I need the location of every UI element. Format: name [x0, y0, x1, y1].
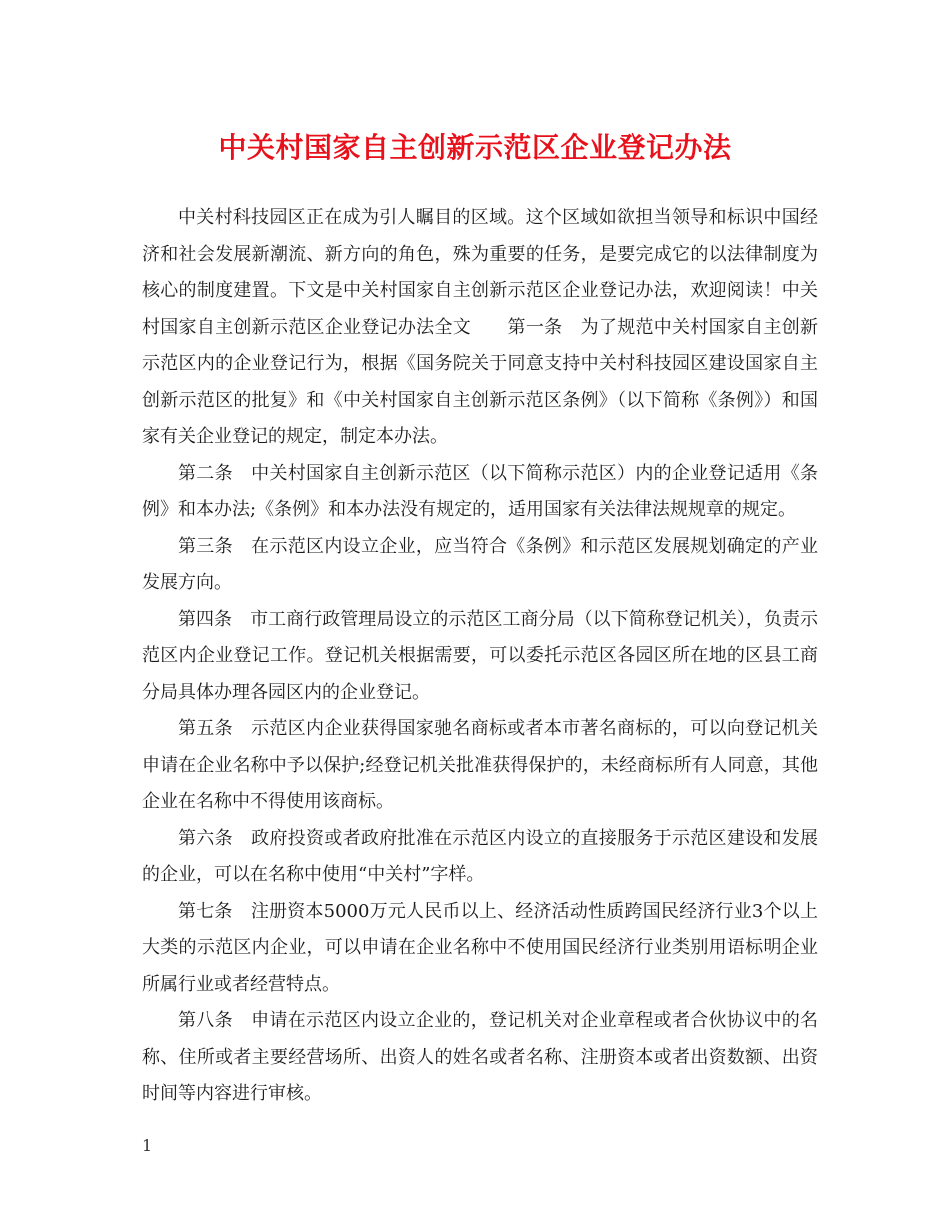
page-number: 1: [142, 1136, 153, 1155]
document-title: 中关村国家自主创新示范区企业登记办法: [218, 131, 732, 164]
document-body: [142, 200, 818, 1113]
paragraph-article-4: 第四条 市工商行政管理局设立的示范区工商分局（以下简称登记机关），负责示范区内企业登记工作。登记机关根据需要，可以委托示范区各园区所在地的区县工商分局具体办理各园区内的企业登记。: [142, 608, 818, 703]
paragraph-article-7: 第七条 注册资本5000万元人民币以上、经济活动性质跨国民经济行业3个以上大类的示范区内企业，可以申请在企业名称中不使用国民经济行业类别用语标明企业所属行业或者经营特点。: [142, 900, 818, 995]
paragraph-article-6: 第六条 政府投资或者政府批准在示范区内设立的直接服务于示范区建设和发展的企业，可以在名称中使用“中关村”字样。: [142, 827, 818, 885]
paragraph-article-2: 第二条 中关村国家自主创新示范区（以下简称示范区）内的企业登记适用《条例》和本办法;《条例》和本办法没有规定的，适用国家有关法律法规规章的规定。: [142, 462, 818, 520]
paragraph-intro: 中关村科技园区正在成为引人瞩目的区域。这个区域如欲担当领导和标识中国经济和社会发展新潮流、新方向的角色，殊为重要的任务，是要完成它的以法律制度为核心的制度建置。下文是中关村国家自主创新示范区企业登记办法，欢迎阅读！中关村国家自主创新示范区企业登记办法全文 第一条 为了规范中关村国家自主创新示范区内的企业登记行为，根据《国务院关于同意支持中关村科技园区建设国家自主创新示范区的批复》和《中关村国家自主创新示范区条例》（以下简称《条例》）和国家有关企业登记的规定，制定本办法。: [142, 207, 818, 447]
paragraph-article-5: 第五条 示范区内企业获得国家驰名商标或者本市著名商标的，可以向登记机关申请在企业名称中予以保护;经登记机关批准获得保护的，未经商标所有人同意，其他企业在名称中不得使用该商标。: [142, 718, 818, 812]
paragraph-article-8: 第八条 申请在示范区内设立企业的，登记机关对企业章程或者合伙协议中的名称、住所或者主要经营场所、出资人的姓名或者名称、注册资本或者出资数额、出资时间等内容进行审核。: [142, 1010, 818, 1104]
paragraph-article-3: 第三条 在示范区内设立企业，应当符合《条例》和示范区发展规划确定的产业发展方向。: [142, 535, 818, 593]
